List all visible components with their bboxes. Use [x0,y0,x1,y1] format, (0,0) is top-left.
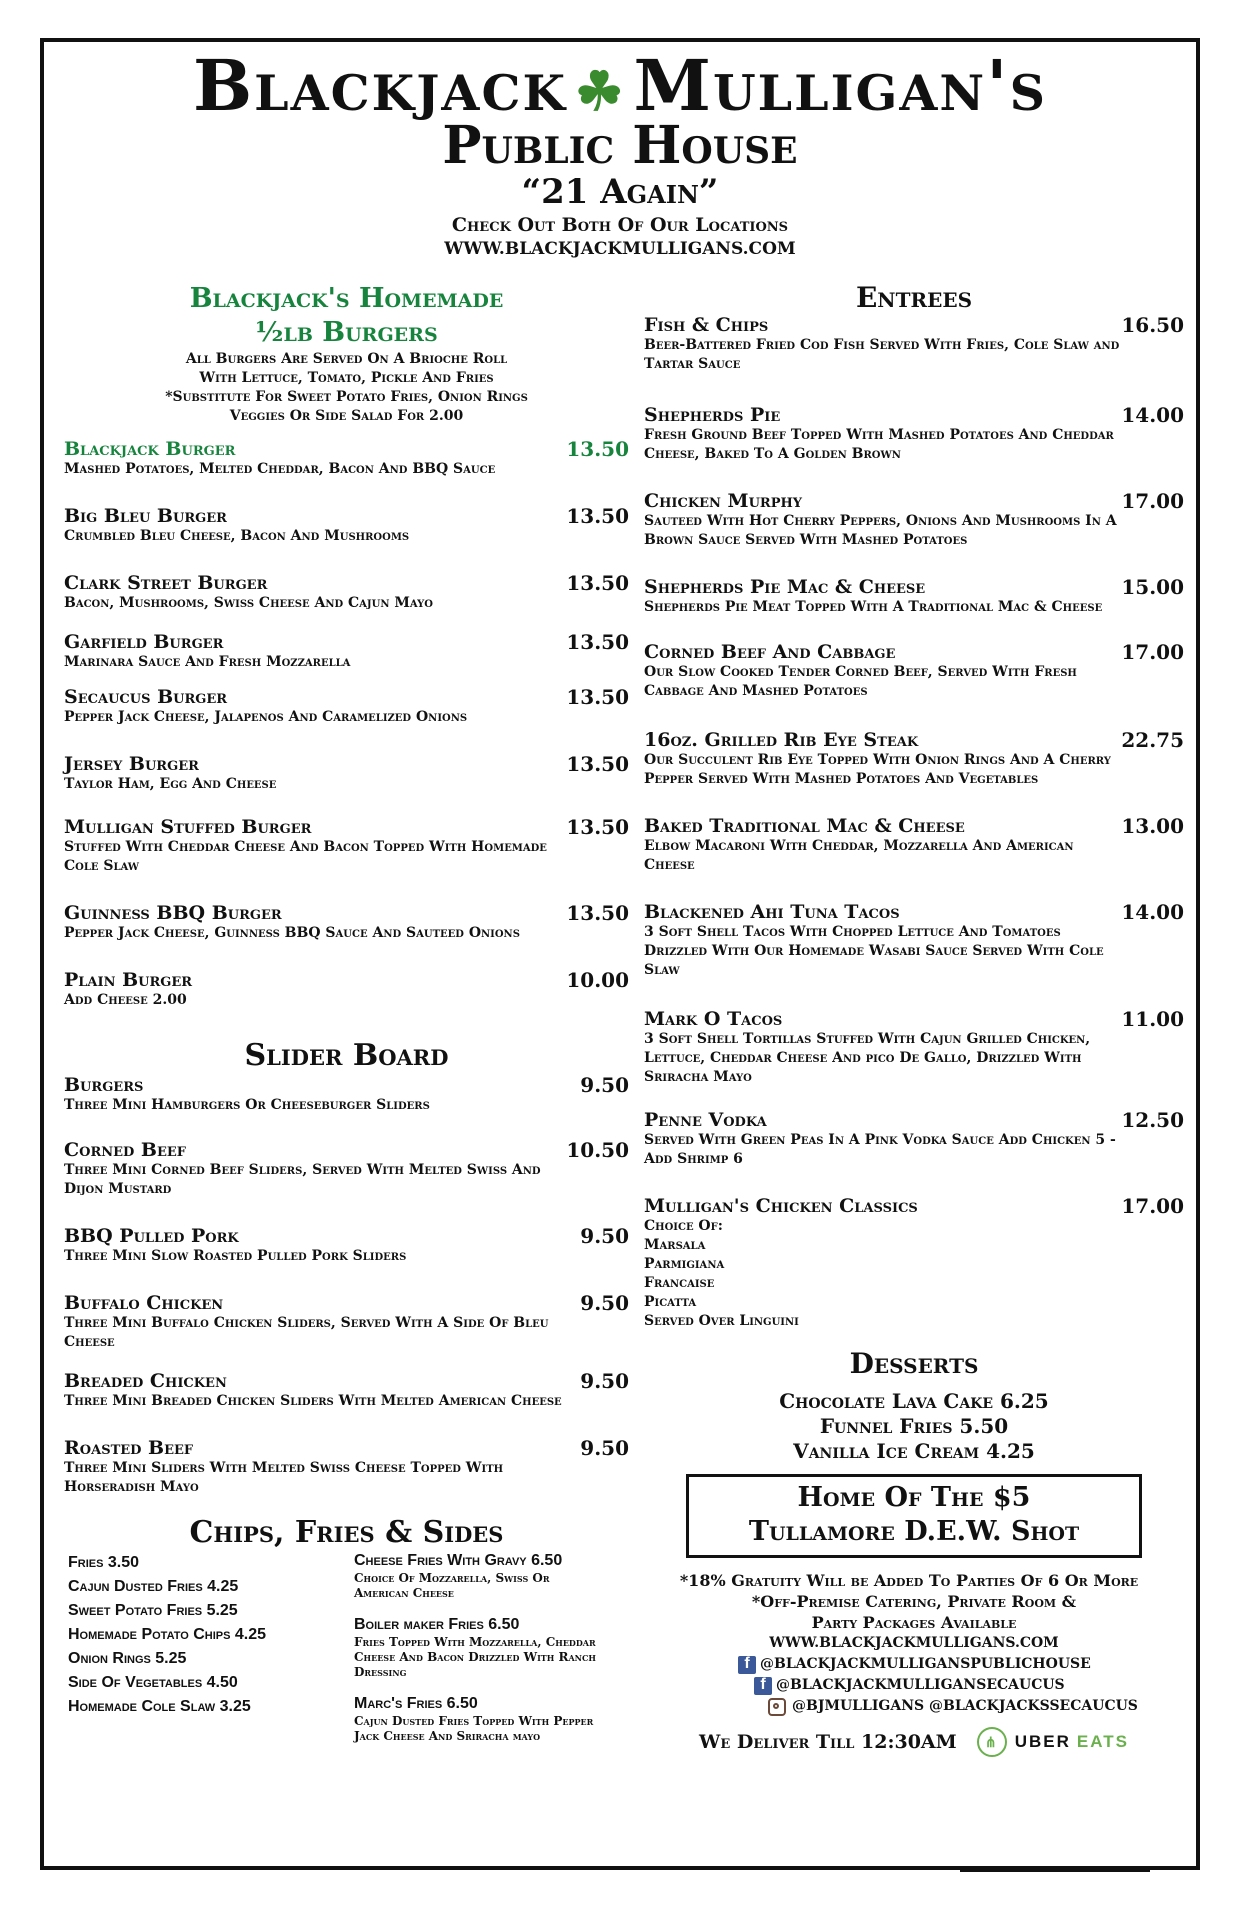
item-name: Jersey Burger [64,753,199,775]
item-desc: Shepherds Pie Meat Topped With A Traditional Mac & Cheese [644,599,1103,615]
menu-item [64,969,629,1010]
item-desc: Three Mini Hamburgers Or Cheeseburger Sliders [64,1097,430,1113]
desserts-title: Desserts [849,1347,979,1380]
menu-item [64,1437,629,1497]
item-name: Garfield Burger [64,631,224,653]
burgers-title-1: Blackjack's Homemade [189,283,504,314]
item-price: 13.50 [566,685,629,709]
menu-item [644,314,1184,374]
item-price: 9.50 [580,1224,629,1248]
item-desc: Stuffed With Cheddar Cheese And Bacon Topped With Homemade Cole Slaw [64,839,547,874]
note-line: With Lettuce, Tomato, Pickle And Fries [199,370,494,386]
item-price: 9.50 [580,1369,629,1393]
side-desc: Choice Of Mozzarella, Swiss Or American Cheese [354,1571,550,1600]
menu-item [64,1139,629,1199]
menu-item [644,1109,1184,1169]
menu-item [64,753,629,794]
menu-item [64,1370,629,1411]
menu-item [64,816,629,876]
item-price: 13.50 [566,437,629,461]
item-price: 16.50 [1121,313,1184,337]
shot-line-1: Home Of The $5 [797,1482,1031,1513]
item-desc: Three Mini Breaded Chicken Sliders With Melted American Cheese [64,1393,562,1409]
item-name: Mark O Tacos [644,1008,783,1030]
shot-promo-box [686,1474,1142,1558]
side-desc: Cajun Dusted Fries Topped With Pepper Jack Cheese And Sriracha mayo [354,1714,594,1743]
side-item: Side Of Vegetables 4.50 [68,1674,238,1691]
menu-item [644,641,1184,701]
item-desc: Marinara Sauce And Fresh Mozzarella [64,654,351,670]
item-desc: Sauteed With Hot Cherry Peppers, Onions And Mushrooms In A Brown Sauce Served With Mashed Potatoes [644,513,1117,548]
slider-board-title: Slider Board [244,1038,449,1073]
item-price: 13.50 [566,752,629,776]
item-name: Baked Traditional Mac & Cheese [644,815,965,837]
menu-item [64,631,629,672]
item-price: 17.00 [1121,489,1184,513]
item-name: Fish & Chips [644,314,769,336]
menu-item [644,1008,1184,1087]
item-name: Shepherds Pie [644,404,781,426]
item-name: Shepherds Pie Mac & Cheese [644,576,926,598]
side-item: Homemade Cole Slaw 3.25 [68,1698,251,1715]
item-desc: Three Mini Buffalo Chicken Sliders, Served With A Side Of Bleu Cheese [64,1315,549,1350]
burgers-note [64,350,629,426]
item-name: Blackjack Burger [64,438,236,460]
item-desc: Served With Green Peas In A Pink Vodka Sauce Add Chicken 5 - Add Shrimp 6 [644,1132,1116,1167]
side-item: Fries 3.50 [68,1554,140,1571]
uber-eats-logo [977,1727,1129,1757]
item-desc: Choice Of: [644,1218,723,1234]
item-desc: Fresh Ground Beef Topped With Mashed Potatoes And Cheddar Cheese, Baked To A Golden Brown [644,427,1114,462]
item-desc: Three Mini Corned Beef Sliders, Served With Melted Swiss And Dijon Mustard [64,1162,541,1197]
side-item: Boiler maker Fries 6.50 [354,1616,520,1633]
facebook-icon: f [754,1677,772,1695]
catering-note-2: Party Packages Available [811,1613,1017,1632]
item-price: 15.00 [1121,575,1184,599]
menu-item [64,572,629,613]
sides-right-list [354,1551,624,1744]
menu-item [64,1225,629,1266]
eats-text: EATS [1076,1732,1129,1751]
item-desc: Served Over Linguini [644,1313,799,1329]
item-price: 13.50 [566,630,629,654]
item-desc: Marsala [644,1237,706,1253]
name-left: Blackjack [193,44,568,127]
item-price: 17.00 [1121,640,1184,664]
item-name: 16oz. Grilled Rib Eye Steak [644,729,919,751]
item-desc: Pepper Jack Cheese, Jalapenos And Caramelized Onions [64,709,468,725]
shamrock-icon: ☘ [575,59,626,123]
side-item: Homemade Potato Chips 4.25 [68,1626,267,1643]
item-desc: Taylor Ham, Egg And Cheese [64,776,277,792]
item-name: Buffalo Chicken [64,1292,224,1314]
locations-note: Check Out Both Of Our Locations [451,214,789,236]
left-column [64,282,629,1761]
uber-eats-icon: ⋔ [977,1727,1007,1757]
item-name: Mulligan's Chicken Classics [644,1195,918,1217]
item-name: Guinness BBQ Burger [64,902,282,924]
dessert-item: Chocolate Lava Cake 6.25 [779,1389,1049,1413]
menu-item [644,729,1184,789]
facebook-link-2[interactable] [754,1675,1184,1696]
facebook-icon: f [738,1656,756,1674]
gratuity-note: *18% Gratuity Will be Added To Parties Of 6 Or More [679,1571,1139,1590]
name-right: Mulligan's [633,44,1047,127]
menu-item [64,902,629,943]
shot-line-2: Tullamore D.E.W. Shot [748,1516,1080,1547]
item-price: 17.00 [1121,1194,1184,1218]
item-price: 22.75 [1121,728,1184,752]
item-name: Burgers [64,1074,144,1096]
menu-item [64,438,629,479]
menu-item [644,490,1184,550]
side-item: Marc's Fries 6.50 [354,1695,478,1712]
menu-item [64,686,629,727]
uber-text: UBER [1014,1732,1071,1751]
item-desc: Our Succulent Rib Eye Topped With Onion Rings And A Cherry Pepper Served With Mashed Potatoes And Vegetables [644,752,1111,787]
item-name: BBQ Pulled Pork [64,1225,239,1247]
sides-section [64,1551,629,1761]
side-item: Sweet Potato Fries 5.25 [68,1602,238,1619]
catering-note: *Off-Premise Catering, Private Room & [751,1592,1077,1611]
item-desc: Picatta [644,1294,697,1310]
item-desc: Parmigiana [644,1256,725,1272]
item-name: Big Bleu Burger [64,505,227,527]
menu-item [64,1074,629,1115]
item-price: 9.50 [580,1291,629,1315]
item-desc: 3 Soft Shell Tortillas Stuffed With Cajun Grilled Chicken, Lettuce, Cheddar Cheese And pico De Gallo, Drizzled With Sriracha Mayo [644,1031,1091,1085]
menu-item [644,1195,1184,1331]
item-price: 13.50 [566,901,629,925]
item-price: 14.00 [1121,403,1184,427]
item-price: 10.50 [566,1138,629,1162]
sides-left-list [68,1551,338,1719]
entrees-title: Entrees [855,281,973,314]
menu-item [64,505,629,546]
facebook-handle: @BLACKJACKMULLIGANSECAUCUS [776,1677,1065,1693]
right-column [644,282,1184,1757]
menu-page [40,38,1200,1870]
burgers-title-2: ½lb Burgers [255,317,438,348]
item-name: Penne Vodka [644,1109,767,1131]
menu-item [64,1292,629,1352]
item-desc: Crumbled Bleu Cheese, Bacon And Mushrooms [64,528,410,544]
facebook-link-1[interactable] [738,1654,1184,1675]
menu-item [644,815,1184,875]
footer-website: WWW.BLACKJACKMULLIGANS.COM [769,1635,1059,1651]
menu-item [644,404,1184,464]
item-name: Blackened Ahi Tuna Tacos [644,901,900,923]
item-name: Chicken Murphy [644,490,803,512]
item-price: 13.50 [566,504,629,528]
dessert-item: Funnel Fries 5.50 [819,1414,1009,1438]
restaurant-subtitle: Public House [442,115,798,176]
item-desc: Bacon, Mushrooms, Swiss Cheese And Cajun Mayo [64,595,434,611]
item-name: Corned Beef And Cabbage [644,641,896,663]
item-desc: Elbow Macaroni With Cheddar, Mozzarella And American Cheese [644,838,1074,873]
item-price: 9.50 [580,1436,629,1460]
item-desc: Beer-Battered Fried Cod Fish Served With Fries, Cole Slaw and Tartar Sauce [644,337,1120,372]
item-name: Breaded Chicken [64,1370,227,1392]
menu-item [644,901,1184,980]
tagline: “21 Again” [521,172,719,212]
item-price: 13.00 [1121,814,1184,838]
side-item: Cheese Fries With Gravy 6.50 [354,1552,563,1569]
item-name: Plain Burger [64,969,193,991]
footer-rule [960,1866,1150,1872]
instagram-handles: @BJMULLIGANS @BLACKJACKSSECAUCUS [792,1698,1138,1714]
item-price: 10.00 [566,968,629,992]
dessert-item: Vanilla Ice Cream 4.25 [793,1439,1035,1463]
item-desc: Our Slow Cooked Tender Corned Beef, Served With Fresh Cabbage And Mashed Potatoes [644,664,1077,699]
side-desc: Fries Topped With Mozzarella, Cheddar Cheese And Bacon Drizzled With Ranch Dressing [354,1635,596,1679]
item-price: 11.00 [1121,1007,1184,1031]
item-name: Secaucus Burger [64,686,228,708]
item-desc: Mashed Potatoes, Melted Cheddar, Bacon And BBQ Sauce [64,461,496,477]
item-name: Roasted Beef [64,1437,194,1459]
item-price: 13.50 [566,571,629,595]
note-line: Veggies Or Side Salad For 2.00 [229,408,464,424]
side-item: Onion Rings 5.25 [68,1650,187,1667]
instagram-icon [768,1698,786,1716]
item-desc: 3 Soft Shell Tacos With Chopped Lettuce And Tomatoes Drizzled With Our Homemade Wasabi Sauce Served With Cole Slaw [644,924,1104,978]
menu-item [644,576,1184,617]
note-line: All Burgers Are Served On A Brioche Roll [185,351,508,367]
instagram-link[interactable] [768,1696,1184,1717]
item-price: 13.50 [566,815,629,839]
item-price: 9.50 [580,1073,629,1097]
item-name: Corned Beef [64,1139,187,1161]
item-desc: Francaise [644,1275,715,1291]
delivery-note: We Deliver Till 12:30AM [699,1731,957,1753]
side-item: Cajun Dusted Fries 4.25 [68,1578,239,1595]
item-desc: Pepper Jack Cheese, Guinness BBQ Sauce And Sauteed Onions [64,925,520,941]
item-name: Mulligan Stuffed Burger [64,816,312,838]
item-name: Clark Street Burger [64,572,268,594]
item-desc: Three Mini Sliders With Melted Swiss Cheese Topped With Horseradish Mayo [64,1460,504,1495]
item-desc: Add Cheese 2.00 [64,992,187,1008]
delivery-row [644,1727,1184,1757]
note-line: *Substitute For Sweet Potato Fries, Onion Rings [165,389,528,405]
header-website: WWW.BLACKJACKMULLIGANS.COM [444,239,796,259]
item-price: 12.50 [1121,1108,1184,1132]
sides-title: Chips, Fries & Sides [189,1515,504,1550]
item-desc: Three Mini Slow Roasted Pulled Pork Sliders [64,1248,407,1264]
facebook-handle: @BLACKJACKMULLIGANSPUBLICHOUSE [760,1656,1091,1672]
item-price: 14.00 [1121,900,1184,924]
